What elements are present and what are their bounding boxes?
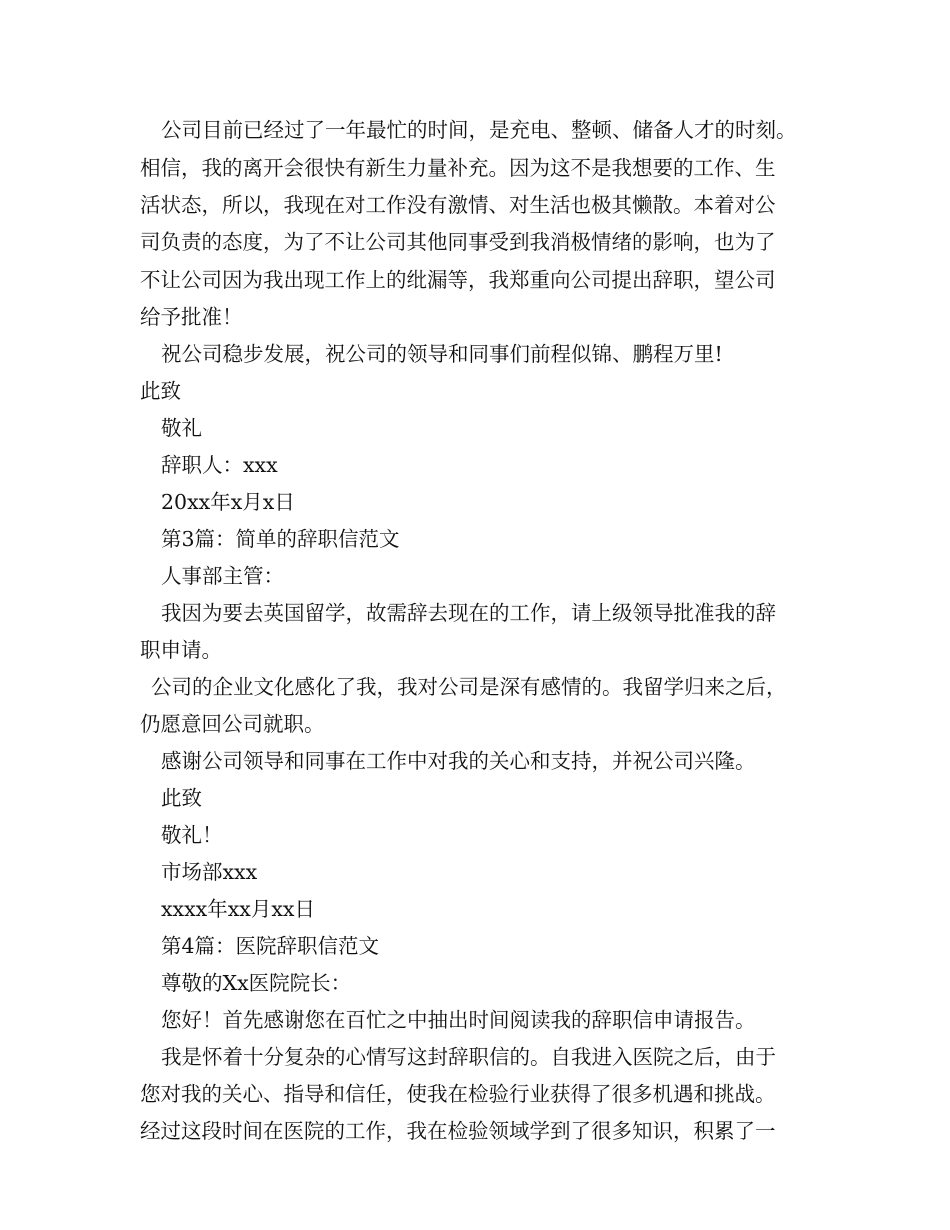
paragraph-line: 相信，我的离开会很快有新生力量补充。因为这不是我想要的工作、生 — [140, 156, 776, 180]
closing-regards: 敬礼 — [161, 416, 202, 440]
section-heading: 第3篇：简单的辞职信范文 — [161, 527, 400, 551]
closing-salutation: 此致 — [161, 786, 202, 810]
closing-regards: 敬礼！ — [161, 823, 223, 847]
date-line: 20xx年x月x日 — [161, 490, 295, 514]
date-line: xxxx年xx月xx日 — [161, 897, 315, 921]
letter-addressee: 尊敬的Xx医院院长： — [161, 971, 352, 995]
paragraph-line: 职申请。 — [140, 638, 222, 662]
letter-addressee: 人事部主管： — [161, 564, 284, 588]
paragraph-line: 我是怀着十分复杂的心情写这封辞职信的。自我进入医院之后，由于 — [161, 1045, 776, 1069]
paragraph-line: 您好！首先感谢您在百忙之中抽出时间阅读我的辞职信申请报告。 — [161, 1008, 756, 1032]
signature-line: 市场部xxx — [161, 860, 258, 884]
paragraph-line: 活状态，所以，我现在对工作没有激情、对生活也极其懒散。本着对公 — [140, 193, 776, 217]
paragraph-line: 我因为要去英国留学，故需辞去现在的工作，请上级领导批准我的辞 — [161, 601, 776, 625]
paragraph-line: 经过这段时间在医院的工作，我在检验领域学到了很多知识，积累了一 — [140, 1119, 776, 1143]
paragraph-line: 仍愿意回公司就职。 — [140, 712, 325, 736]
section-heading: 第4篇：医院辞职信范文 — [161, 934, 380, 958]
paragraph-line: 给予批准！ — [140, 305, 243, 329]
paragraph-line: 公司目前已经过了一年最忙的时间，是充电、整顿、储备人才的时刻。 — [161, 118, 797, 142]
paragraph-line: 感谢公司领导和同事在工作中对我的关心和支持，并祝公司兴隆。 — [161, 749, 756, 773]
paragraph-line: 公司的企业文化感化了我，我对公司是深有感情的。我留学归来之后， — [151, 675, 787, 699]
paragraph-line: 您对我的关心、指导和信任，使我在检验行业获得了很多机遇和挑战。 — [140, 1082, 776, 1106]
paragraph-line: 司负责的态度，为了不让公司其他同事受到我消极情绪的影响，也为了 — [140, 230, 776, 254]
paragraph-line: 不让公司因为我出现工作上的纰漏等，我郑重向公司提出辞职，望公司 — [140, 268, 776, 292]
closing-salutation: 此致 — [140, 379, 181, 403]
paragraph-line: 祝公司稳步发展，祝公司的领导和同事们前程似锦、鹏程万里! — [161, 342, 723, 366]
signature-line: 辞职人：xxx — [161, 453, 278, 477]
